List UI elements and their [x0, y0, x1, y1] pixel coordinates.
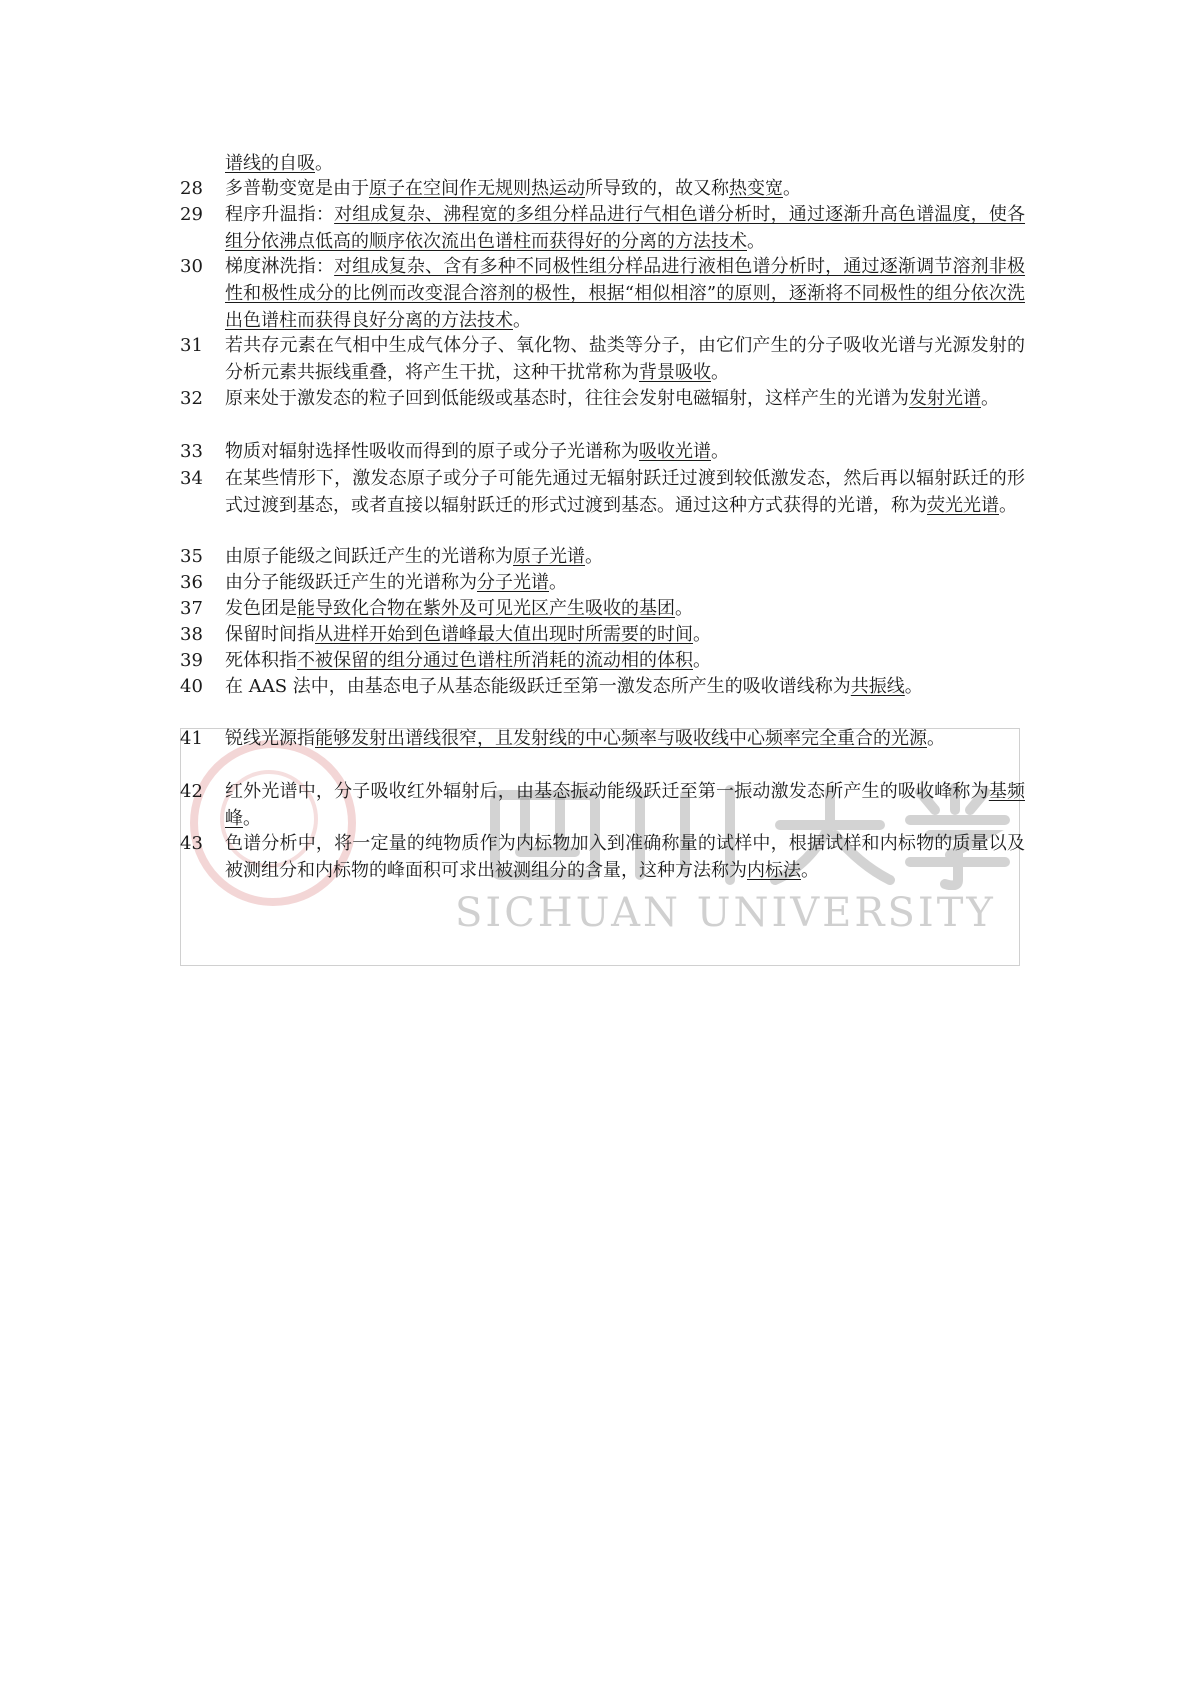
question-number: 29 [180, 204, 203, 225]
question-fragment: 。 [747, 231, 765, 252]
question-fragment: 所导致的，故又称 [585, 178, 729, 199]
question-fragment: 物质对辐射选择性吸收而得到的原子或分子光谱称为 [225, 441, 639, 462]
question-item [180, 201, 1025, 255]
question-item [180, 569, 1025, 596]
question-fragment: 由分子能级跃迁产生的光谱称为 [225, 572, 477, 593]
question-text [225, 569, 1025, 596]
question-item [180, 595, 1025, 622]
question-fragment: 。 [783, 178, 801, 199]
question-fragment: 若共存元素在气相中生成气体分子、氧化物、盐类等分子，由它们产生的分子吸收光谱与光源发射的分析元素共振线重叠，将产生干扰，这种干扰常称为 [225, 335, 1025, 383]
question-text [225, 465, 1025, 519]
question-fragment: 。 [675, 598, 693, 619]
answer-blank: 对组成复杂、含有多种不同极性组分样品进行液相色谱分析时，通过逐渐调节溶剂非极性和极性成分的比例而改变混合溶剂的极性，根据“相似相溶”的原则，逐渐将不同极性的组分依次洗出色谱柱而获得良好分离的方法技术 [225, 256, 1026, 331]
answer-blank: 吸收光谱 [639, 441, 711, 462]
question-item [180, 150, 1025, 177]
question-number: 30 [180, 256, 203, 277]
question-fragment: 多普勒变宽是由于 [225, 178, 369, 199]
question-item [180, 725, 1025, 752]
question-fragment: 锐线光源指 [225, 728, 315, 749]
question-fragment: 。 [693, 624, 711, 645]
question-fragment: 。 [927, 728, 945, 749]
answer-blank: 对组成复杂、沸程宽的多组分样品进行气相色谱分析时，通过逐渐升高色谱温度，使各组分依沸点低高的顺序依次流出色谱柱而获得好的分离的方法技术 [225, 204, 1026, 252]
question-fragment: 程序升温指： [225, 204, 335, 225]
question-text [225, 725, 1025, 752]
answer-blank: 原子光谱 [513, 546, 585, 567]
question-fragment: 。 [981, 388, 999, 409]
question-fragment: 。 [513, 310, 531, 331]
question-text [225, 647, 1025, 674]
question-text [225, 778, 1025, 832]
question-number: 38 [180, 624, 203, 645]
question-fragment: 保留时间指 [225, 624, 315, 645]
answer-blank: 分子光谱 [477, 572, 549, 593]
question-item [180, 175, 1025, 202]
question-number: 28 [180, 178, 203, 199]
question-item [180, 621, 1025, 648]
question-text [225, 385, 1025, 412]
question-fragment: 。 [801, 860, 819, 881]
question-item [180, 830, 1025, 884]
question-text [225, 438, 1025, 465]
question-text [225, 543, 1025, 570]
question-number: 42 [180, 781, 203, 802]
question-fragment: 。 [999, 495, 1017, 516]
question-text [225, 253, 1025, 334]
question-number: 41 [180, 728, 203, 749]
question-number: 37 [180, 598, 203, 619]
question-fragment: 。 [904, 676, 923, 697]
question-text [225, 673, 1025, 700]
question-item [180, 673, 1025, 700]
question-fragment: 在 AAS 法中，由基态电子从基态能级跃迁至第一激发态所产生的吸收谱线称为 [225, 676, 851, 697]
question-text [225, 150, 1025, 177]
question-number: 31 [180, 335, 203, 356]
question-fragment: 红外光谱中，分子吸收红外辐射后，由基态振动能级跃迁至第一振动激发态所产生的吸收峰称为 [225, 781, 989, 802]
question-fragment: 由原子能级之间跃迁产生的光谱称为 [225, 546, 513, 567]
question-fragment: 。 [711, 441, 729, 462]
question-number: 34 [180, 468, 203, 489]
answer-blank: 谱线的自吸 [225, 153, 315, 174]
question-number: 39 [180, 650, 203, 671]
question-text [225, 201, 1025, 255]
answer-blank: 热变宽 [729, 178, 783, 199]
question-item [180, 647, 1025, 674]
question-fragment: 色谱分析中，将一定量的纯物质作为内标物加入到准确称量的试样中，根据试样和内标物的质量以及被测组分和内标物的峰面积可求出被测组分的含量，这种方法称为 [225, 833, 1025, 881]
question-fragment: 。 [315, 153, 333, 174]
question-item [180, 543, 1025, 570]
answer-blank: 从进样开始到色谱峰最大值出现时所需要的时间 [315, 624, 693, 645]
question-item [180, 465, 1025, 519]
answer-blank: 能导致化合物在紫外及可见光区产生吸收的基团 [297, 598, 675, 619]
question-text [225, 621, 1025, 648]
question-item [180, 385, 1025, 412]
question-number: 43 [180, 833, 203, 854]
question-fragment: 。 [693, 650, 711, 671]
answer-blank: 原子在空间作无规则热运动 [369, 178, 585, 199]
question-item [180, 778, 1025, 832]
answer-blank: 共振线 [850, 676, 905, 697]
question-number: 40 [180, 676, 203, 697]
question-fragment: 。 [243, 808, 261, 829]
question-number: 32 [180, 388, 203, 409]
university-english-watermark: SICHUAN UNIVERSITY [455, 890, 996, 936]
question-fragment: 在某些情形下，激发态原子或分子可能先通过无辐射跃迁过渡到较低激发态，然后再以辐射跃迁的形式过渡到基态，或者直接以辐射跃迁的形式过渡到基态。通过这种方式获得的光谱，称为 [225, 468, 1025, 516]
question-fragment: 梯度淋洗指： [225, 256, 335, 277]
answer-blank: 发射光谱 [909, 388, 981, 409]
answer-blank: 内标法 [747, 860, 801, 881]
question-number: 36 [180, 572, 203, 593]
question-fragment: 发色团是 [225, 598, 297, 619]
question-text [225, 332, 1025, 386]
question-text [225, 830, 1025, 884]
answer-blank: 能够发射出谱线很窄，且发射线的中心频率与吸收线中心频率完全重合的光源 [315, 728, 927, 749]
question-fragment: 原来处于激发态的粒子回到低能级或基态时，往往会发射电磁辐射，这样产生的光谱为 [225, 388, 909, 409]
question-fragment: 死体积指 [225, 650, 297, 671]
question-text [225, 595, 1025, 622]
answer-blank: 基频峰 [225, 781, 1025, 829]
question-fragment: 。 [549, 572, 567, 593]
question-number: 33 [180, 441, 203, 462]
answer-blank: 荧光光谱 [927, 495, 999, 516]
question-text [225, 175, 1025, 202]
answer-blank: 背景吸收 [639, 362, 711, 383]
question-item [180, 332, 1025, 386]
question-number: 35 [180, 546, 203, 567]
question-fragment: 。 [585, 546, 603, 567]
question-item [180, 438, 1025, 465]
question-fragment: 。 [711, 362, 729, 383]
answer-blank: 不被保留的组分通过色谱柱所消耗的流动相的体积 [297, 650, 693, 671]
question-item [180, 253, 1025, 334]
